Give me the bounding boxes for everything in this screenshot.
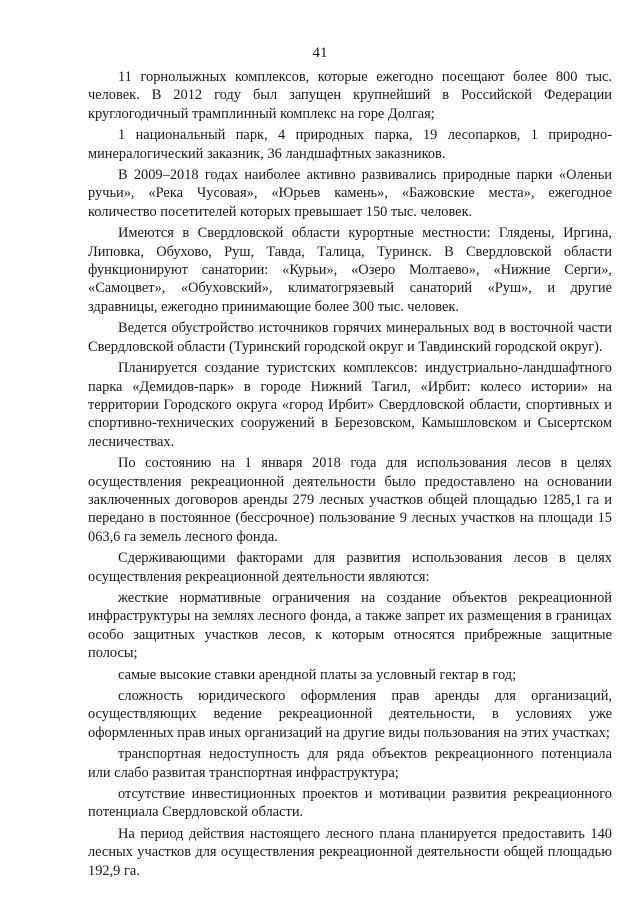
paragraph: На период действия настоящего лесного плана планируется предоставить 140 лесных участков для осуществления рекреационной деятельности общей площадью 192,9 га. <box>88 825 612 879</box>
page-body <box>88 68 612 883</box>
paragraph: 1 национальный парк, 4 природных парка, 19 лесопарков, 1 природно-минералогический заказник, 36 ландшафтных заказников. <box>88 127 612 162</box>
paragraph: жесткие нормативные ограничения на создание объектов рекреационной инфраструктуры на землях лесного фонда, а также запрет их размещения в границах особо защитных участков лесов, к которым относятся прибрежные защитные полосы; <box>88 589 612 662</box>
paragraph: сложность юридического оформления прав аренды для организаций, осуществляющих ведение рекреационной деятельности, в условиях уже оформленных прав иных организаций на другие виды пользования на этих участках; <box>88 688 612 741</box>
paragraph: самые высокие ставки арендной платы за условный гектар в год; <box>118 666 517 683</box>
paragraph: По состоянию на 1 января 2018 года для использования лесов в целях осуществления рекреационной деятельности было предоставлено на основании заключенных договоров аренды 279 лесных участков общей площадью 1285,1 га и передано в постоянное (бессрочное) пользование 9 лесных участков на площади 15 063,6 га земель лесного фонда. <box>88 455 612 545</box>
paragraph: 11 горнолыжных комплексов, которые ежегодно посещают более 800 тыс. человек. В 2012 году был запущен крупнейший в Российской Федерации круглогодичный трамплинный комплекс на горе Долгая; <box>88 69 612 122</box>
paragraph: Сдерживающими факторами для развития использования лесов в целях осуществления рекреационной деятельности являются: <box>88 550 612 585</box>
page-number: 41 <box>312 45 328 61</box>
paragraph: Имеются в Свердловской области курортные местности: Глядены, Иргина, Липовка, Обухово, Руш, Тавда, Талица, Туринск. В Свердловской области функционируют санатории: «Курьи», «Озеро Молтаево», «Нижние Серги», «Самоцвет», «Обуховский», климатогрязевый санаторий «Руш», и другие здравницы, ежегодно принимающие более 300 тыс. человек. <box>88 225 612 315</box>
paragraph: отсутствие инвестиционных проектов и мотивации развития рекреационного потенциала Свердловской области. <box>88 786 612 821</box>
paragraph: Планируется создание туристских комплексов: индустриально-ландшафтного парка «Демидов-парк» в городе Нижний Тагил, «Ирбит: колесо истории» на территории Городского округа «город Ирбит» Свердловской области, спортивных и спортивно-технических сооружений в Березовском, Камышловском и Сысертском лесничествах. <box>88 360 612 450</box>
paragraph: транспортная недоступность для ряда объектов рекреационного потенциала или слабо развитая транспортная инфраструктура; <box>88 746 612 781</box>
paragraph: В 2009–2018 годах наиболее активно развивались природные парки «Оленьи ручьи», «Река Чусовая», «Юрьев камень», «Бажовские места», ежегодное количество посетителей которых превышает 150 тыс. человек. <box>88 167 612 220</box>
paragraph: Ведется обустройство источников горячих минеральных вод в восточной части Свердловской области (Туринский городской округ и Тавдинский городской округ). <box>88 320 612 355</box>
